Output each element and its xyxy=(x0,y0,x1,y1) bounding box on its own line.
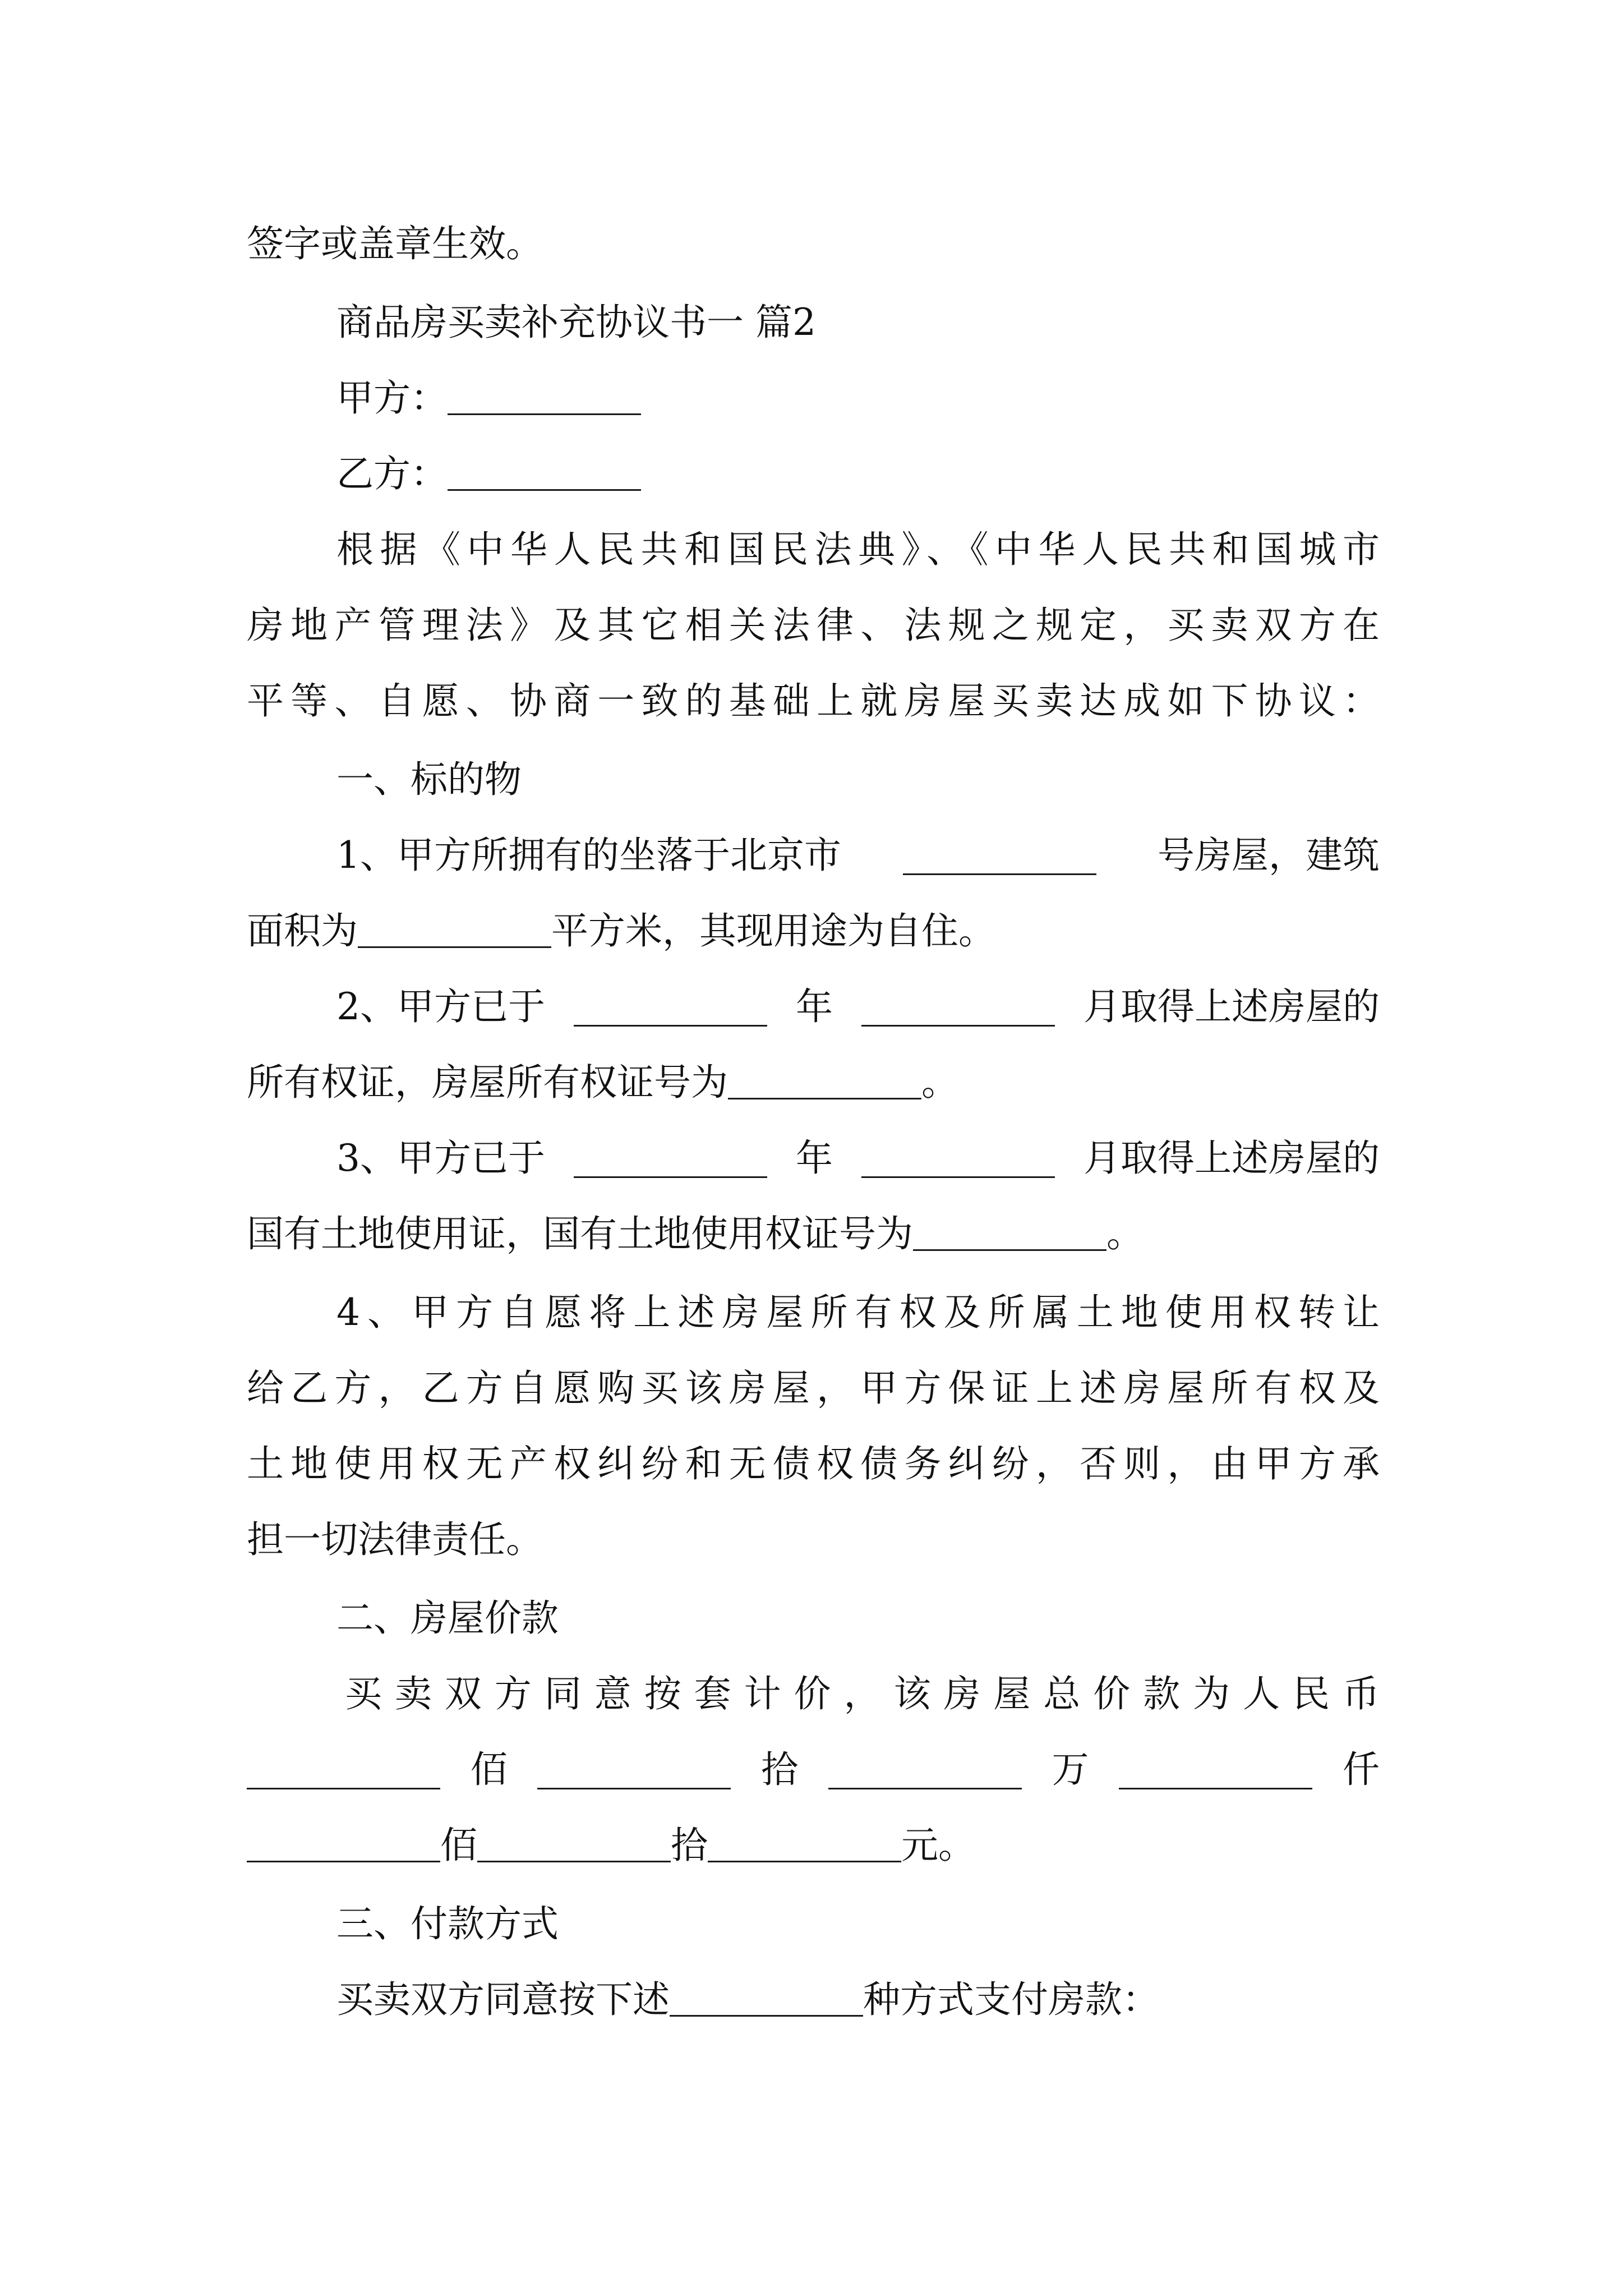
paragraph-line xyxy=(247,1206,1144,1262)
heading-payment xyxy=(336,1896,559,1952)
year-blank[interactable] xyxy=(574,988,767,1027)
text: 号房屋，建筑 xyxy=(1158,834,1380,877)
text: 国有土地使用证，国有土地使用权证号为 xyxy=(247,1212,913,1255)
text: 3、甲方已于 xyxy=(336,1137,545,1180)
section-title-text: 商品房买卖补充协议书一 篇2 xyxy=(336,301,816,344)
amount-blank-tens-wan[interactable] xyxy=(537,1751,731,1789)
paragraph-line xyxy=(247,1818,975,1874)
text: 元。 xyxy=(901,1824,975,1867)
land-cert-blank[interactable] xyxy=(913,1212,1106,1251)
heading-text: 二、房屋价款 xyxy=(336,1596,559,1640)
paragraph-line xyxy=(247,597,1380,654)
amount-blank-hundreds-wan[interactable] xyxy=(247,1751,440,1789)
text: 平等、自愿、协商一致的基础上就房屋买卖达成如下协议： xyxy=(247,679,1380,723)
text: 平方米，其现用途为自住。 xyxy=(551,909,995,953)
amount-blank-units[interactable] xyxy=(708,1824,901,1862)
party-b-label: 乙方： xyxy=(336,452,448,495)
paragraph-line xyxy=(345,1666,1380,1722)
paragraph-line xyxy=(247,673,1380,729)
text: 佰 xyxy=(470,1748,508,1791)
paragraph-line xyxy=(247,216,543,272)
text: 万 xyxy=(1052,1748,1089,1791)
party-a-line xyxy=(336,370,641,426)
paragraph-line xyxy=(336,1130,1380,1186)
paragraph-line xyxy=(247,1360,1380,1416)
heading-price xyxy=(336,1590,559,1646)
text: 种方式支付房款： xyxy=(863,1978,1159,2021)
paragraph-line xyxy=(247,1436,1380,1492)
text: 拾 xyxy=(761,1748,799,1791)
paragraph-line xyxy=(336,522,1380,578)
paragraph-line xyxy=(247,1742,1380,1798)
text: 1、甲方所拥有的坐落于北京市 xyxy=(336,834,841,877)
party-a-blank[interactable] xyxy=(448,376,641,415)
text: 根据《中华人民共和国民法典》、《中华人民共和国城市 xyxy=(336,528,1380,571)
paragraph-line xyxy=(336,1972,1159,2028)
text: 月取得上述房屋的 xyxy=(1083,985,1380,1028)
text: 土地使用权无产权纠纷和无债权债务纠纷，否则，由甲方承 xyxy=(247,1442,1380,1485)
text: 担一切法律责任。 xyxy=(247,1518,543,1561)
party-b-blank[interactable] xyxy=(448,452,641,491)
section-title xyxy=(336,295,816,351)
paragraph-line xyxy=(247,1512,543,1568)
amount-blank-thousands[interactable] xyxy=(1119,1751,1312,1789)
paragraph-line xyxy=(247,903,995,959)
heading-subject xyxy=(336,752,522,808)
text: 房地产管理法》及其它相关法律、法规之规定，买卖双方在 xyxy=(247,604,1380,647)
text: 4、甲方自愿将上述房屋所有权及所属土地使用权转让 xyxy=(336,1291,1380,1334)
text: 。 xyxy=(1106,1212,1144,1255)
text: 买卖双方同意按套计价，该房屋总价款为人民币 xyxy=(345,1672,1380,1715)
paragraph-line xyxy=(336,827,1380,884)
text: 给乙方，乙方自愿购买该房屋，甲方保证上述房屋所有权及 xyxy=(247,1366,1380,1410)
text: 年 xyxy=(796,985,833,1028)
party-b-line xyxy=(336,446,641,502)
ownership-cert-blank[interactable] xyxy=(728,1061,921,1099)
text: 签字或盖章生效。 xyxy=(247,222,543,265)
text: 。 xyxy=(921,1061,958,1104)
amount-blank-tens[interactable] xyxy=(477,1824,671,1862)
paragraph-line xyxy=(336,1285,1380,1341)
text: 2、甲方已于 xyxy=(336,985,545,1028)
text: 年 xyxy=(796,1137,833,1180)
paragraph-line xyxy=(336,979,1380,1035)
heading-text: 三、付款方式 xyxy=(336,1902,559,1945)
text: 仟 xyxy=(1342,1748,1380,1791)
paragraph-line xyxy=(247,1055,958,1111)
heading-text: 一、标的物 xyxy=(336,758,522,801)
party-a-label: 甲方： xyxy=(336,376,448,420)
area-blank[interactable] xyxy=(358,909,551,948)
payment-method-blank[interactable] xyxy=(670,1978,863,2017)
text: 佰 xyxy=(440,1824,477,1867)
address-blank[interactable] xyxy=(903,836,1096,875)
text: 买卖双方同意按下述 xyxy=(336,1978,670,2021)
text: 所有权证，房屋所有权证号为 xyxy=(247,1061,728,1104)
text: 月取得上述房屋的 xyxy=(1083,1137,1380,1180)
amount-blank-hundreds[interactable] xyxy=(247,1824,440,1862)
year-blank[interactable] xyxy=(574,1139,767,1178)
month-blank[interactable] xyxy=(861,1139,1055,1178)
text: 拾 xyxy=(671,1824,708,1867)
text: 面积为 xyxy=(247,909,358,953)
amount-blank-wan[interactable] xyxy=(828,1751,1022,1789)
month-blank[interactable] xyxy=(861,988,1055,1027)
